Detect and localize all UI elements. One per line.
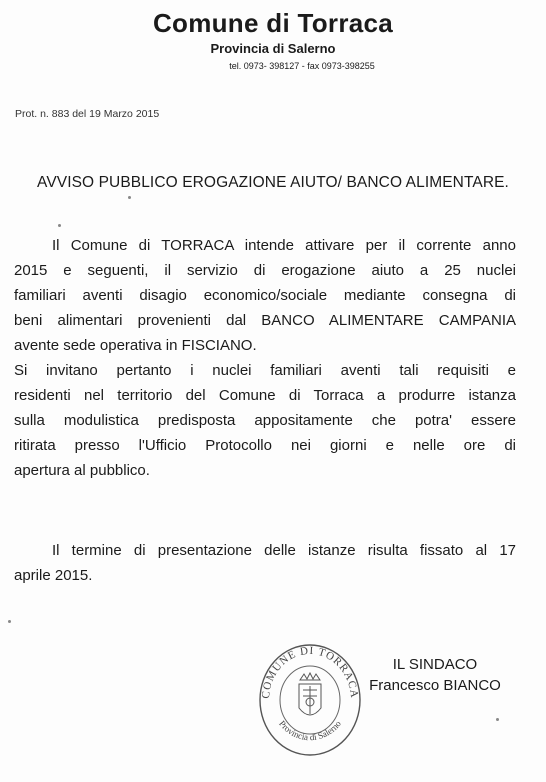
body-line: Il termine di presentazione delle istanze risulta fissato al 17: [52, 542, 516, 559]
body-line: familiari aventi disagio economico/sociale mediante consegna di: [14, 287, 516, 304]
mayor-role: IL SINDACO: [392, 656, 478, 673]
scan-speck: [8, 620, 11, 623]
body-line: sulla modulistica predisposta appositamente che potra' essere: [14, 412, 516, 429]
municipal-seal-stamp: [257, 640, 363, 758]
municipality-title: Comune di Torraca: [152, 8, 394, 38]
scan-speck: [128, 196, 131, 199]
stamp-bottom-text: Provincia di Salerno: [277, 718, 343, 743]
protocol-number: Prot. n. 883 del 19 Marzo 2015: [15, 108, 160, 120]
notice-body: [14, 233, 516, 483]
signature-block: [360, 654, 510, 696]
body-line: Si invitano pertanto i nuclei familiari aventi tali requisiti e: [14, 362, 516, 379]
scan-speck: [58, 224, 61, 227]
deadline-paragraph: [14, 538, 516, 588]
body-line: beni alimentari provenienti dal BANCO ALIMENTARE CAMPANIA: [14, 312, 516, 329]
body-line: aprile 2015.: [14, 567, 93, 584]
contact-line: tel. 0973- 398127 - fax 0973-398255: [229, 61, 375, 71]
body-line: avente sede operativa in FISCIANO.: [14, 337, 257, 354]
scan-speck: [496, 718, 499, 721]
notice-title: AVVISO PUBBLICO EROGAZIONE AIUTO/ BANCO ALIMENTARE.: [37, 174, 509, 191]
body-line: residenti nel territorio del Comune di Torraca a produrre istanza: [14, 387, 516, 404]
mayor-name: Francesco BIANCO: [369, 677, 501, 694]
body-line: 2015 e seguenti, il servizio di erogazione aiuto a 25 nuclei: [14, 262, 516, 279]
body-line: Il Comune di TORRACA intende attivare per il corrente anno: [52, 237, 516, 254]
body-line: ritirata presso l'Ufficio Protocollo nei giorni e nelle ore di: [14, 437, 516, 454]
province-subtitle: Provincia di Salerno: [210, 41, 336, 56]
coat-of-arms-icon: [299, 673, 321, 715]
stamp-top-text: COMUNE DI TORRACA: [259, 644, 361, 700]
body-line: apertura al pubblico.: [14, 462, 150, 479]
